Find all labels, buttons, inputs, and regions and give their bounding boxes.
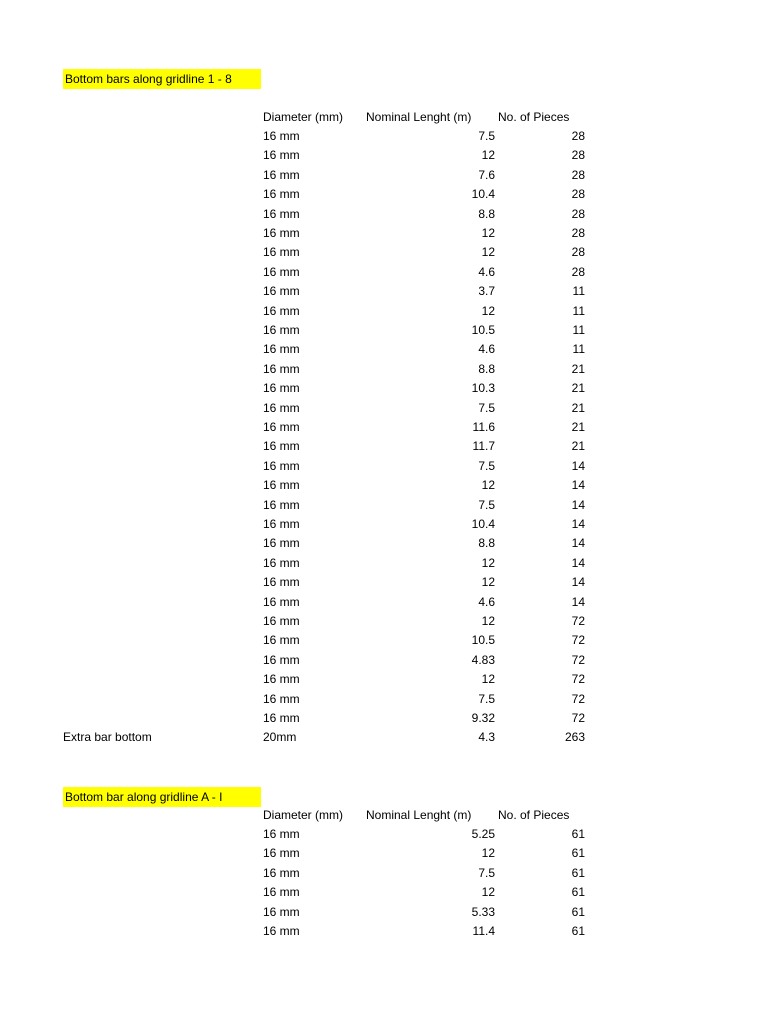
diameter-cell: 16 mm	[263, 167, 300, 182]
diameter-cell: 16 mm	[263, 614, 300, 628]
length-cell: 10.4	[471, 517, 495, 531]
length-cell: 4.6	[478, 342, 495, 357]
diameter-cell: 16 mm	[263, 536, 300, 551]
table-row	[0, 883, 768, 902]
diameter-cell: 16 mm	[263, 264, 300, 279]
diameter-cell: 16 mm	[263, 517, 300, 531]
table-row	[0, 670, 768, 689]
pieces-cell: 14	[571, 555, 585, 570]
pieces-cell: 11	[572, 303, 585, 318]
pieces-cell: 61	[571, 885, 585, 900]
table-row	[0, 844, 768, 863]
pieces-cell: 263	[564, 730, 585, 745]
table-row	[0, 243, 768, 262]
table-row	[0, 728, 768, 747]
table-row	[0, 263, 768, 282]
diameter-cell: 16 mm	[263, 691, 300, 706]
table-row	[0, 903, 768, 922]
length-cell: 8.8	[478, 361, 495, 376]
table-row	[0, 922, 768, 941]
length-cell: 12	[481, 575, 495, 590]
table-row	[0, 864, 768, 883]
pieces-cell: 61	[571, 904, 585, 919]
pieces-cell: 14	[571, 478, 585, 493]
diameter-cell: 16 mm	[263, 206, 300, 221]
length-cell: 10.5	[471, 323, 495, 337]
length-cell: 7.5	[478, 865, 495, 880]
table-row	[0, 185, 768, 204]
pieces-cell: 14	[571, 517, 585, 531]
diameter-cell: 16 mm	[263, 672, 300, 687]
table-row	[0, 573, 768, 592]
diameter-cell: 16 mm	[263, 711, 300, 725]
length-cell: 11.7	[472, 439, 495, 454]
length-cell: 10.5	[471, 633, 495, 648]
diameter-cell: 16 mm	[263, 420, 300, 434]
table-row	[0, 302, 768, 321]
pieces-cell: 72	[571, 672, 585, 687]
table-row	[0, 418, 768, 437]
diameter-cell: 16 mm	[263, 458, 300, 473]
section2-header-length: Nominal Lenght (m)	[366, 808, 472, 822]
pieces-cell: 14	[571, 536, 585, 551]
length-cell: 12	[481, 148, 495, 163]
length-cell: 3.7	[478, 284, 495, 299]
table-row	[0, 282, 768, 301]
diameter-cell: 16 mm	[263, 924, 300, 938]
diameter-cell: 16 mm	[263, 323, 300, 337]
length-cell: 12	[481, 226, 495, 240]
length-cell: 10.3	[471, 381, 495, 396]
section1-header-length: Nominal Lenght (m)	[366, 110, 472, 124]
length-cell: 8.8	[478, 536, 495, 551]
section2-header-diameter: Diameter (mm)	[263, 808, 343, 822]
table-row	[0, 340, 768, 359]
diameter-cell: 16 mm	[263, 439, 300, 454]
length-cell: 5.33	[471, 904, 495, 919]
section2-title: Bottom bar along gridline A - I	[63, 787, 261, 807]
table-row	[0, 166, 768, 185]
table-row	[0, 127, 768, 146]
diameter-cell: 16 mm	[263, 594, 300, 609]
pieces-cell: 28	[571, 148, 585, 163]
length-cell: 4.6	[478, 264, 495, 279]
diameter-cell: 16 mm	[263, 846, 300, 861]
section1-title: Bottom bars along gridline 1 - 8	[63, 69, 261, 89]
table-row	[0, 593, 768, 612]
length-cell: 7.5	[478, 497, 495, 512]
diameter-cell: 16 mm	[263, 361, 300, 376]
length-cell: 7.5	[478, 458, 495, 473]
table-row	[0, 496, 768, 515]
length-cell: 4.6	[478, 594, 495, 609]
length-cell: 7.6	[478, 167, 495, 182]
length-cell: 4.3	[478, 730, 495, 745]
pieces-cell: 61	[571, 846, 585, 861]
table-row	[0, 651, 768, 670]
pieces-cell: 11	[572, 284, 585, 299]
length-cell: 11.6	[472, 420, 495, 434]
pieces-cell: 14	[571, 497, 585, 512]
pieces-cell: 72	[571, 614, 585, 628]
length-cell: 4.83	[471, 652, 495, 667]
table-row	[0, 360, 768, 379]
diameter-cell: 16 mm	[263, 303, 300, 318]
table-row	[0, 612, 768, 631]
section1-header-pieces: No. of Pieces	[498, 110, 570, 124]
pieces-cell: 11	[572, 323, 585, 337]
pieces-cell: 72	[571, 633, 585, 648]
table-row	[0, 534, 768, 553]
table-row	[0, 457, 768, 476]
length-cell: 12	[481, 478, 495, 493]
diameter-cell: 16 mm	[263, 478, 300, 493]
pieces-cell: 72	[571, 652, 585, 667]
diameter-cell: 16 mm	[263, 497, 300, 512]
diameter-cell: 20mm	[263, 730, 297, 745]
diameter-cell: 16 mm	[263, 904, 300, 919]
pieces-cell: 28	[571, 167, 585, 182]
length-cell: 12	[481, 303, 495, 318]
diameter-cell: 16 mm	[263, 148, 300, 163]
pieces-cell: 28	[571, 187, 585, 202]
pieces-cell: 28	[571, 206, 585, 221]
table-row	[0, 321, 768, 340]
table-row	[0, 690, 768, 709]
pieces-cell: 14	[571, 458, 585, 473]
pieces-cell: 72	[571, 691, 585, 706]
pieces-cell: 61	[571, 924, 585, 938]
length-cell: 12	[481, 885, 495, 900]
diameter-cell: 16 mm	[263, 245, 300, 260]
table-row	[0, 825, 768, 844]
row-label: Extra bar bottom	[63, 730, 152, 745]
length-cell: 12	[481, 846, 495, 861]
length-cell: 12	[481, 614, 495, 628]
pieces-cell: 61	[571, 827, 585, 841]
table-row	[0, 379, 768, 398]
length-cell: 7.5	[478, 129, 495, 143]
pieces-cell: 72	[571, 711, 585, 725]
table-row	[0, 515, 768, 534]
diameter-cell: 16 mm	[263, 827, 300, 841]
table-row	[0, 631, 768, 650]
pieces-cell: 14	[571, 575, 585, 590]
length-cell: 5.25	[471, 827, 495, 841]
length-cell: 12	[481, 555, 495, 570]
diameter-cell: 16 mm	[263, 575, 300, 590]
diameter-cell: 16 mm	[263, 226, 300, 240]
diameter-cell: 16 mm	[263, 633, 300, 648]
pieces-cell: 28	[571, 245, 585, 260]
pieces-cell: 21	[571, 361, 585, 376]
diameter-cell: 16 mm	[263, 885, 300, 900]
pieces-cell: 61	[571, 865, 585, 880]
pieces-cell: 28	[571, 129, 585, 143]
table-row	[0, 224, 768, 243]
diameter-cell: 16 mm	[263, 284, 300, 299]
length-cell: 11.4	[472, 924, 495, 938]
length-cell: 12	[481, 245, 495, 260]
length-cell: 9.32	[471, 711, 495, 725]
table-row	[0, 709, 768, 728]
diameter-cell: 16 mm	[263, 342, 300, 357]
table-row	[0, 437, 768, 456]
diameter-cell: 16 mm	[263, 187, 300, 202]
length-cell: 12	[481, 672, 495, 687]
diameter-cell: 16 mm	[263, 129, 300, 143]
pieces-cell: 21	[571, 381, 585, 396]
diameter-cell: 16 mm	[263, 555, 300, 570]
section1-header-diameter: Diameter (mm)	[263, 110, 343, 124]
section2-header-pieces: No. of Pieces	[498, 808, 570, 822]
pieces-cell: 28	[571, 264, 585, 279]
diameter-cell: 16 mm	[263, 865, 300, 880]
length-cell: 8.8	[478, 206, 495, 221]
pieces-cell: 14	[571, 594, 585, 609]
pieces-cell: 21	[571, 400, 585, 415]
table-row	[0, 476, 768, 495]
diameter-cell: 16 mm	[263, 400, 300, 415]
length-cell: 7.5	[478, 400, 495, 415]
length-cell: 7.5	[478, 691, 495, 706]
length-cell: 10.4	[471, 187, 495, 202]
table-row	[0, 205, 768, 224]
diameter-cell: 16 mm	[263, 652, 300, 667]
table-row	[0, 554, 768, 573]
pieces-cell: 21	[571, 420, 585, 434]
diameter-cell: 16 mm	[263, 381, 300, 396]
pieces-cell: 21	[571, 439, 585, 454]
pieces-cell: 11	[572, 342, 585, 357]
table-row	[0, 146, 768, 165]
pieces-cell: 28	[571, 226, 585, 240]
table-row	[0, 399, 768, 418]
